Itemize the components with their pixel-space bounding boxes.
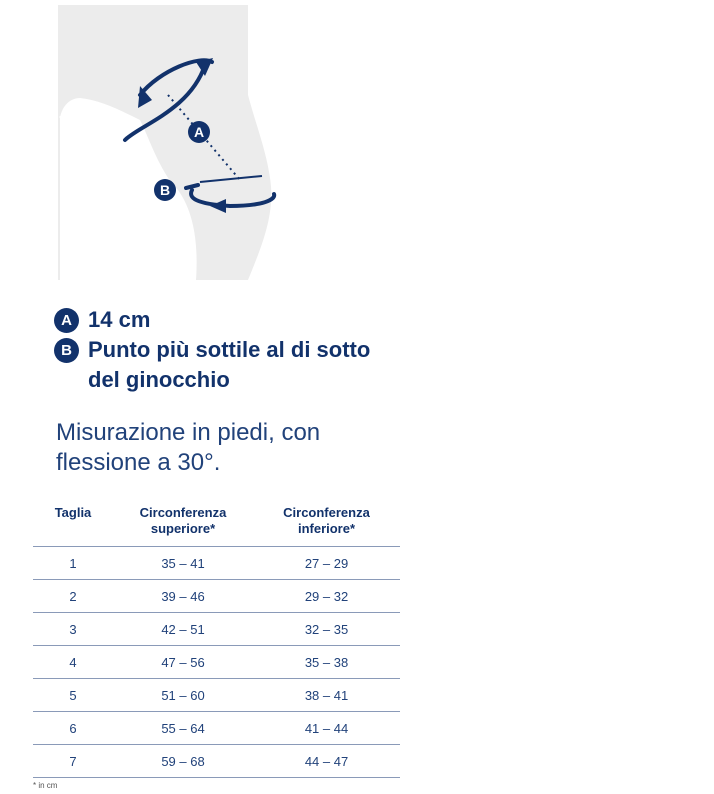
lower-cell: 29 – 32 xyxy=(253,580,400,613)
footnote: * in cm xyxy=(33,781,58,790)
legend-item-b xyxy=(54,335,388,395)
upper-cell: 55 – 64 xyxy=(113,712,253,745)
leg-measurement-figure xyxy=(0,0,420,290)
size-cell: 6 xyxy=(33,712,113,745)
table-row xyxy=(33,613,400,646)
upper-cell: 59 – 68 xyxy=(113,745,253,778)
upper-cell: 35 – 41 xyxy=(113,547,253,580)
lower-cell: 27 – 29 xyxy=(253,547,400,580)
marker-b-badge: B xyxy=(54,338,79,363)
upper-cell: 47 – 56 xyxy=(113,646,253,679)
figure-label-a: A xyxy=(193,124,205,140)
size-table xyxy=(33,505,400,778)
table-header-row xyxy=(33,505,400,547)
upper-cell: 51 – 60 xyxy=(113,679,253,712)
size-cell: 4 xyxy=(33,646,113,679)
size-cell: 7 xyxy=(33,745,113,778)
figure-label-b: B xyxy=(159,182,171,198)
marker-a-badge: A xyxy=(54,308,79,333)
table-row xyxy=(33,547,400,580)
lower-cell: 35 – 38 xyxy=(253,646,400,679)
table-row xyxy=(33,646,400,679)
size-cell: 5 xyxy=(33,679,113,712)
lower-cell: 38 – 41 xyxy=(253,679,400,712)
table-row xyxy=(33,580,400,613)
header-size: Taglia xyxy=(33,505,113,547)
upper-cell: 39 – 46 xyxy=(113,580,253,613)
legend-item-a xyxy=(54,305,388,335)
size-cell: 2 xyxy=(33,580,113,613)
header-lower-circumference: Circonferenza inferiore* xyxy=(253,505,400,547)
measurement-legend xyxy=(54,305,388,395)
leg-silhouette-icon xyxy=(0,0,420,290)
lower-cell: 44 – 47 xyxy=(253,745,400,778)
measurement-note: Misurazione in piedi, con flessione a 30°. xyxy=(56,419,321,476)
table-row xyxy=(33,712,400,745)
upper-cell: 42 – 51 xyxy=(113,613,253,646)
lower-cell: 41 – 44 xyxy=(253,712,400,745)
table-row xyxy=(33,745,400,778)
header-upper-circumference: Circonferenza superiore* xyxy=(113,505,253,547)
legend-b-text: Punto più sottile al di sotto del ginocchio xyxy=(88,337,371,392)
size-cell: 1 xyxy=(33,547,113,580)
table-row xyxy=(33,679,400,712)
lower-cell: 32 – 35 xyxy=(253,613,400,646)
size-cell: 3 xyxy=(33,613,113,646)
legend-a-text: 14 cm xyxy=(88,307,151,332)
